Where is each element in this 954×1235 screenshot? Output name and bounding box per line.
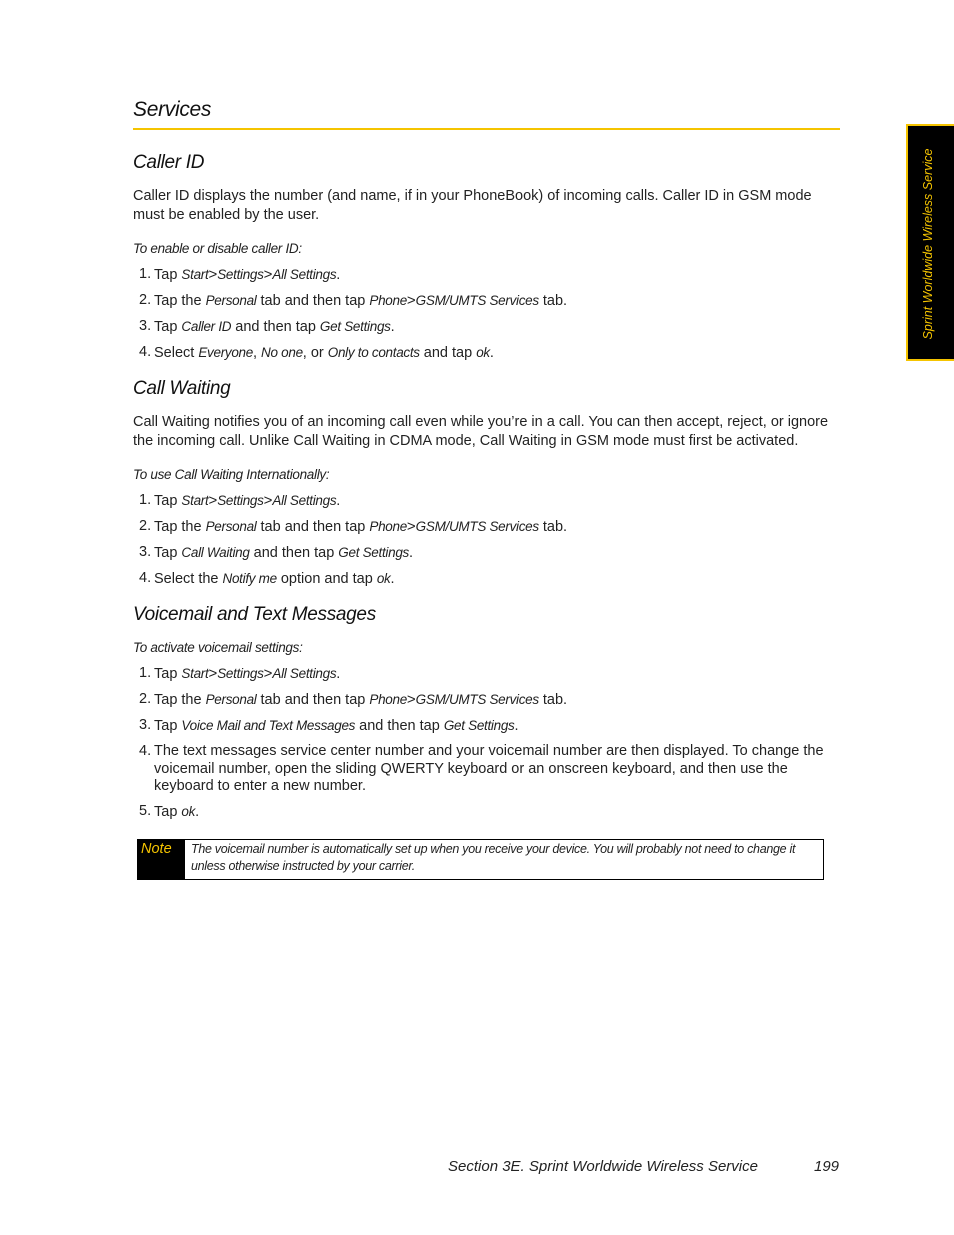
call-waiting-procedure: To use Call Waiting Internationally: [133, 467, 330, 482]
note-text: The voicemail number is automatically set up when you receive your device. You will probably not need to change it unless otherwise instructed by your carrier. [191, 842, 796, 873]
list-item: 3. Tap Call Waiting and then tap Get Settings. [139, 544, 414, 561]
list-item: 4. Select the Notify me option and tap ok. [139, 570, 395, 587]
side-tab-label: Sprint Worldwide Wireless Service [921, 148, 935, 340]
list-item: 5. Tap ok. [139, 803, 200, 820]
caller-id-body: Caller ID displays the number (and name, if in your PhoneBook) of incoming calls. Caller ID in GSM mode must be enabled by the user. [133, 188, 812, 223]
call-waiting-body: Call Waiting notifies you of an incoming call even while you’re in a call. You can then accept, reject, or ignore the incoming call. Unlike Call Waiting in CDMA mode, Call Waiting in GSM mode must first be activated. [133, 414, 829, 449]
call-waiting-heading: Call Waiting [133, 378, 231, 399]
page-number: 199 [814, 1158, 840, 1175]
voicemail-heading: Voicemail and Text Messages [133, 604, 376, 625]
list-item: 4. The text messages service center number and your voicemail number are then displayed. To change the voicemail number, open the sliding QWERTY keyboard or an onscreen keyboard, and then use the keyboard to enter a new number. [139, 743, 824, 794]
list-item: 3. Tap Caller ID and then tap Get Settings. [139, 318, 395, 335]
list-item: 1. Tap Start>Settings>All Settings. [139, 266, 341, 283]
section-title: Services [133, 98, 212, 121]
list-item: 4. Select Everyone, No one, or Only to contacts and tap ok. [139, 344, 494, 361]
caller-id-steps [133, 266, 843, 370]
chevron-right-icon: > [406, 691, 416, 708]
list-item: 2. Tap the Personal tab and then tap Phone>GSM/UMTS Services tab. [139, 292, 568, 309]
call-waiting-steps [133, 492, 843, 596]
list-item: 2. Tap the Personal tab and then tap Phone>GSM/UMTS Services tab. [139, 691, 568, 708]
list-item: 3. Tap Voice Mail and Text Messages and then tap Get Settings. [139, 717, 519, 734]
voicemail-procedure: To activate voicemail settings: [133, 640, 303, 655]
chevron-right-icon: > [208, 492, 218, 509]
list-item: 2. Tap the Personal tab and then tap Phone>GSM/UMTS Services tab. [139, 518, 568, 535]
chevron-right-icon: > [208, 266, 218, 283]
note-box [137, 839, 824, 880]
list-item: 1. Tap Start>Settings>All Settings. [139, 492, 341, 509]
note-tag [138, 840, 185, 879]
chevron-right-icon: > [406, 518, 416, 535]
caller-id-heading: Caller ID [133, 152, 205, 173]
chevron-right-icon: > [208, 665, 218, 682]
note-label: Note [141, 841, 172, 857]
section-divider [133, 128, 840, 130]
footer-section: Section 3E. Sprint Worldwide Wireless Service [448, 1158, 758, 1175]
caller-id-procedure: To enable or disable caller ID: [133, 241, 302, 256]
chevron-right-icon: > [406, 292, 416, 309]
list-item: 1. Tap Start>Settings>All Settings. [139, 665, 341, 682]
side-tab [906, 124, 954, 361]
voicemail-steps [133, 665, 843, 829]
chevron-right-icon: > [263, 266, 273, 283]
chevron-right-icon: > [263, 665, 273, 682]
chevron-right-icon: > [263, 492, 273, 509]
